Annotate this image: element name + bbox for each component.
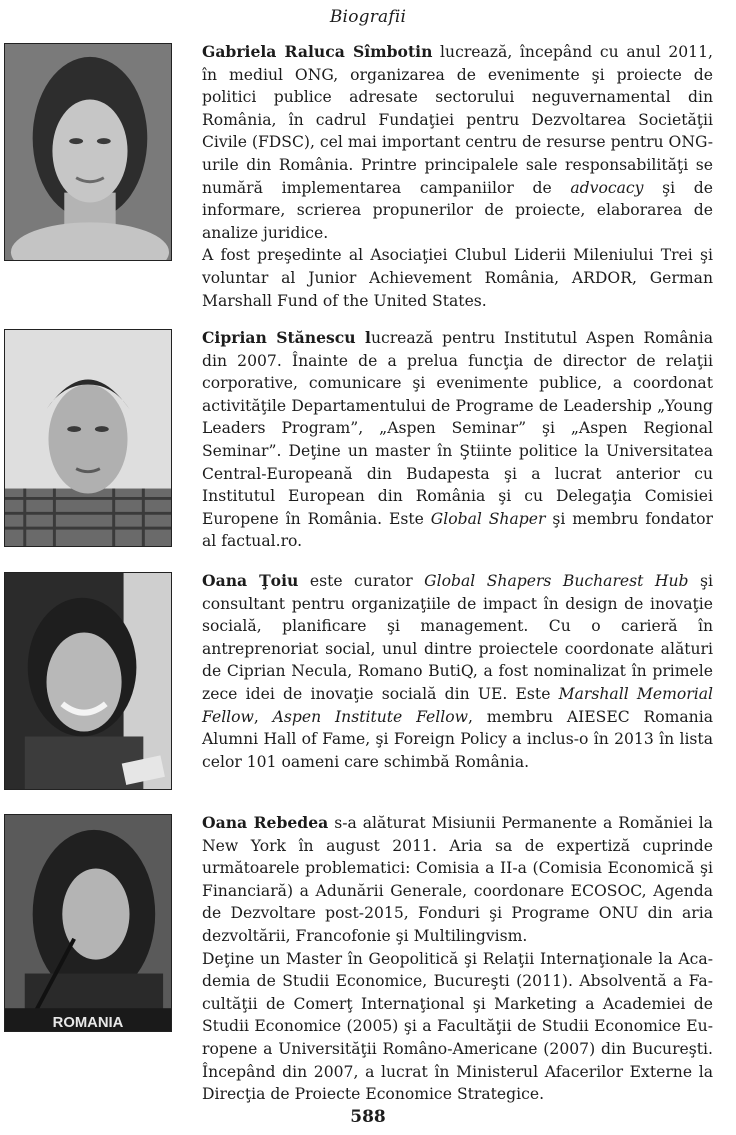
bio-text: Deţine un Master în Geopolitică şi Relaţii Internaţionale la Academia de Studii Economice, Bucureşti (2011). Absolventă a Facultăţii de Comerţ Internaţional şi Marketing a Academiei de Studii Economice (2005) şi a Facultăţii de Studii Economice Europene a Universităţii Româno-Americane (2007) din Bucureşti. Începând din 2007, a lucrat în Ministerul Afacerilor Externe la Direcţia de Proiecte Economice Strategice.	[202, 949, 713, 1104]
bio-paragraph	[202, 327, 713, 553]
bio-ciprian-stanescu	[202, 327, 713, 553]
bio-paragraph	[202, 570, 713, 773]
portrait-photo-1	[4, 43, 172, 261]
bio-italic-text: Aspen Institute Fellow	[272, 707, 468, 726]
bio-paragraph	[202, 812, 713, 948]
bio-italic-text: advocacy	[570, 178, 644, 197]
page-number: 588	[350, 1107, 386, 1127]
bio-text: ,	[253, 707, 273, 726]
bio-text: şi de informare, scrierea propunerilor de proiecte, elaborarea de analize juridice.	[202, 178, 713, 242]
bio-oana-rebedea	[202, 812, 713, 1106]
bio-italic-text: Marshall Memorial Fellow	[202, 684, 714, 726]
nameplate-sign-text: ROMANIA	[52, 1015, 124, 1031]
bio-paragraph	[202, 41, 713, 244]
bio-gabriela-simbotin	[202, 41, 713, 312]
bio-person-name: Gabriela Raluca Sîmbotin	[202, 42, 433, 61]
bio-oana-toiu	[202, 570, 713, 773]
portrait-photo-4	[4, 814, 172, 1032]
bio-text: şi membru fondator al factual.ro.	[202, 509, 713, 551]
bio-text: şi consultant pentru organizaţiile de impact în design de inovaţie socială, planificare şi management. Cu o carieră în antreprenoriat social, unul dintre proiectele coordonate alături de Ciprian Necula, Romano ButiQ, a fost nominalizat în primele zece idei de inovaţie socială din UE. Este	[202, 572, 713, 703]
bio-person-name: Ciprian Stănescu l	[202, 328, 371, 347]
bio-text: lucrează, începând cu anul 2011, în mediul ONG, organizarea de evenimente şi proiecte de politici publice adresate sectorului neguvernamental din România, în cadrul Fundaţiei pentru Dezvoltarea Societăţii Civile (FDSC), cel mai important centru de resurse pentru ONG-urile din România. Printre principalele sale responsabilităţi se numără implementarea campaniilor de	[202, 43, 713, 197]
bio-text: A fost preşedinte al Asociaţiei Clubul Liderii Mileniului Trei şi voluntar al Junior Achievement România, ARDOR, German Marshall Fund of the United States.	[202, 246, 713, 310]
bio-person-name: Oana Rebedea	[202, 813, 329, 832]
portrait-photo-2	[4, 329, 172, 547]
bio-text: , membru AIESEC Romania Alumni Hall of Fame, şi Foreign Policy a inclus-o în 2013 în lista celor 101 oameni care schimbă România.	[202, 707, 713, 771]
bio-text: s-a alăturat Misiunii Permanente a Romăniei la New York în august 2011. Aria sa de expertiză cuprinde următoarele problematici: Comisia a II-a (Comisia Economică şi Financiară) a Adunării Generale, coordonare ECOSOC, Agenda de Dezvoltare post-2015, Fonduri şi Programe ONU din aria dezvoltării, Francofonie şi Multilingvism.	[202, 814, 713, 945]
bio-text: este curator	[298, 572, 425, 590]
running-header: Biografii	[329, 7, 407, 27]
bio-paragraph	[202, 244, 713, 312]
bio-person-name: Oana Ţoiu	[202, 571, 299, 590]
bio-paragraph	[202, 948, 713, 1106]
bio-text: ucrează pentru Institutul Aspen România din 2007. Înainte de a prelua funcţia de director de relaţii corporative, comunicare şi evenimente publice, a coordonat activităţile Departamentului de Programe de Leadership „Young Leaders Program”, „Aspen Seminar” şi „Aspen Regional Seminar”. Deţine un master în Ştiinte politice la Universitatea Central-Europeană din Budapesta şi a lucrat anterior cu Institutul European din România şi cu Delegaţia Comisiei Europene în România. Este	[202, 329, 713, 528]
bio-italic-text: Global Shaper	[430, 509, 546, 528]
portrait-photo-3	[4, 572, 172, 790]
bio-italic-text: Global Shapers Bucharest Hub	[424, 572, 689, 590]
